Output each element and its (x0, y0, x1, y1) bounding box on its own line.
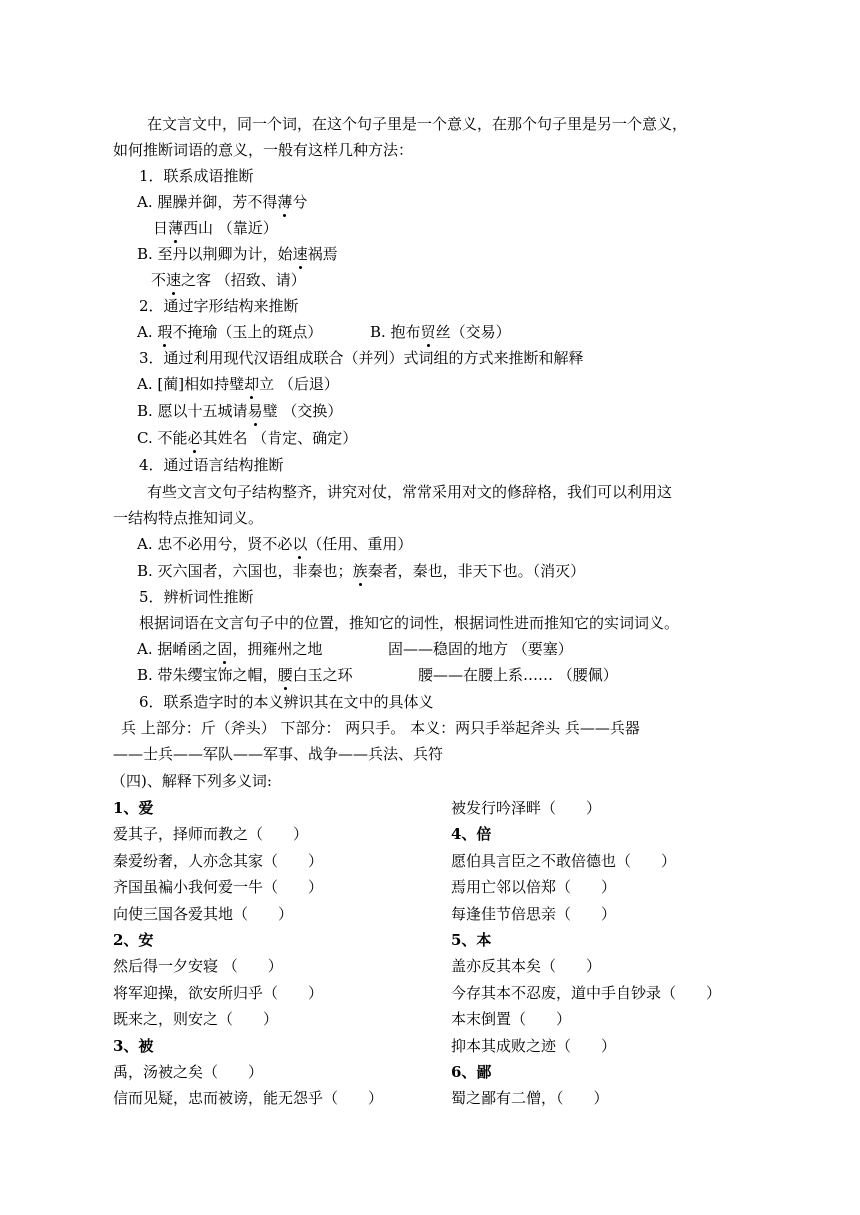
method-4-title: 4．通过语言结构推断 (139, 456, 284, 474)
exercise-item: 爱其子，择师而教之（ ） (113, 825, 309, 844)
text: 不掩瑜（玉上的斑点） (172, 323, 323, 341)
word-heading: 1、爱 (113, 799, 154, 817)
method-2-example-b (370, 322, 511, 342)
exercise-item: 盖亦反其本矣（ ） (451, 957, 602, 976)
text: B. 抱布 (370, 323, 421, 341)
intro-line-1: 在文言文中，同一个词，在这个句子里是一个意义，在那个句子里是另一个意义， (147, 115, 688, 133)
text: A. 据崤函之 (137, 640, 218, 658)
emphasized-word: 腰 (277, 666, 293, 684)
emphasized-word: 瑕 (157, 323, 173, 341)
method-3-title: 3．通过利用现代汉语组成联合（并列）式词组的方式来推断和解释 (139, 349, 584, 367)
emphasized-word: 易 (247, 402, 263, 420)
emphasized-word: 以 (292, 535, 308, 553)
method-5-desc: 根据词语在文言句子中的位置，推知它的词性，根据词性进而推知它的实词词义。 (139, 614, 680, 632)
text: 其姓名 （肯定、确定） (202, 429, 358, 447)
exercise-item: 禹，汤被之矣（ ） (113, 1063, 264, 1081)
emphasized-word: 族 (352, 562, 368, 580)
emphasized-word: 速 (166, 271, 182, 289)
emphasized-word: 薄 (277, 193, 293, 211)
text: 日 (153, 219, 169, 237)
exercise-item: 然后得一夕安寝 （ ） (113, 957, 283, 976)
method-1-example-b (137, 244, 338, 264)
method-3-example-c (137, 428, 357, 448)
text: A. (137, 323, 158, 341)
exercise-item: 向使三国各爱其地（ ） (113, 904, 294, 923)
exercise-item: 秦爱纷奢，人亦念其家（ ） (113, 851, 324, 870)
exercise-item: 既来之，则安之（ ） (113, 1010, 279, 1029)
emphasized-word: 必 (187, 429, 203, 447)
text: 之客 （招致、请） (181, 271, 306, 289)
method-2-examples (137, 322, 322, 342)
method-5-title: 5．辨析词性推断 (139, 588, 254, 606)
text: 祸焉 (307, 245, 338, 263)
method-4-desc-2: 一结构特点推知词义。 (113, 509, 264, 527)
word-heading: 5、本 (451, 931, 492, 949)
emphasized-word: 薄 (168, 219, 184, 237)
text: ，拥雍州之地 (232, 640, 323, 658)
emphasized-word: 固 (217, 640, 233, 658)
exercise-item: 被发行吟泽畔（ ） (451, 799, 602, 817)
word-heading: 6、鄙 (451, 1063, 492, 1081)
word-heading: 2、安 (113, 931, 154, 949)
method-1-example-a (137, 192, 307, 212)
text: 不 (151, 271, 167, 289)
method-1-title: 1．联系成语推断 (139, 167, 254, 185)
word-heading: 3、被 (113, 1036, 154, 1055)
text: C. 不能 (137, 429, 188, 447)
exercise-item: 抑本其成败之迹（ ） (451, 1036, 617, 1055)
exercise-item: 信而见疑，忠而被谤，能无怨乎（ ） (113, 1089, 384, 1108)
text: B. 至丹以荆卿为计，始 (137, 245, 293, 263)
method-6-title: 6．联系造字时的本义辨识其在文中的具体义 (139, 693, 434, 711)
method-6-desc-2: ——士兵——军队——军事、战争——兵法、兵符 (113, 745, 444, 763)
text: B. 带朱缨宝饰之帽， (137, 666, 278, 684)
method-2-title: 2．通过字形结构来推断 (139, 297, 299, 315)
exercise-item: 每逢佳节倍思亲（ ） (451, 904, 617, 923)
text: 立 （后退） (259, 375, 339, 393)
text: B. 灭六国者，六国也，非秦也； (137, 562, 353, 580)
emphasized-word: 却 (244, 375, 260, 393)
word-heading: 4、倍 (451, 825, 492, 844)
text: B. 愿以十五城请 (137, 402, 248, 420)
text: 白玉之环 (292, 666, 353, 684)
method-1-idiom-a (153, 218, 278, 238)
text: （任用、重用） (307, 535, 413, 553)
intro-line-2: 如何推断词语的意义，一般有这样几种方法： (113, 141, 414, 159)
exercise-item: 蜀之鄙有二僧，（ ） (451, 1089, 609, 1108)
method-5-note-b: 腰——在腰上系…… （腰佩） (418, 666, 618, 684)
text: 兮 (292, 193, 308, 211)
text: 秦者，秦也，非天下也。（消灭） (367, 562, 586, 580)
exercise-item: 愿伯具言臣之不敢倍德也（ ） (451, 851, 677, 870)
text: 丝（交易） (435, 323, 511, 341)
method-3-example-a (137, 374, 339, 394)
text: A. [蔺]相如持璧 (137, 375, 245, 393)
method-5-note-a: 固——稳固的地方 （要塞） (388, 640, 573, 658)
exercise-item: 焉用亡邻以倍郑（ ） (451, 878, 617, 897)
method-3-example-b (137, 401, 342, 421)
emphasized-word: 速 (292, 245, 308, 263)
text: 璧 （交换） (262, 402, 343, 420)
method-4-example-b (137, 561, 585, 581)
text: A. 腥臊并御，芳不得 (137, 193, 278, 211)
method-4-example-a (137, 534, 412, 554)
text: A. 忠不必用兮，贤不必 (137, 535, 293, 553)
method-5-example-b (137, 665, 353, 685)
exercise-item: 本末倒置（ ） (451, 1010, 572, 1029)
exercise-item: 今存其本不忍废，道中手自钞录（ ） (451, 983, 722, 1002)
method-6-desc-1: 兵 上部分：斤（斧头） 下部分： 两只手。 本义：两只手举起斧头 兵——兵器 (121, 719, 640, 737)
emphasized-word: 贸 (420, 323, 436, 341)
exercise-item: 齐国虽褊小我何爱一牛（ ） (113, 878, 324, 897)
method-1-idiom-b (151, 270, 306, 290)
method-5-example-a (137, 639, 322, 659)
text: 西山 （靠近） (183, 219, 278, 237)
exercise-item: 将军迎操，欲安所归乎（ ） (113, 983, 324, 1002)
method-4-desc-1: 有些文言文句子结构整齐，讲究对仗，常常采用对文的修辞格，我们可以利用这 (147, 483, 673, 501)
section-4-heading: （四)、解释下列多义词: (111, 772, 272, 790)
